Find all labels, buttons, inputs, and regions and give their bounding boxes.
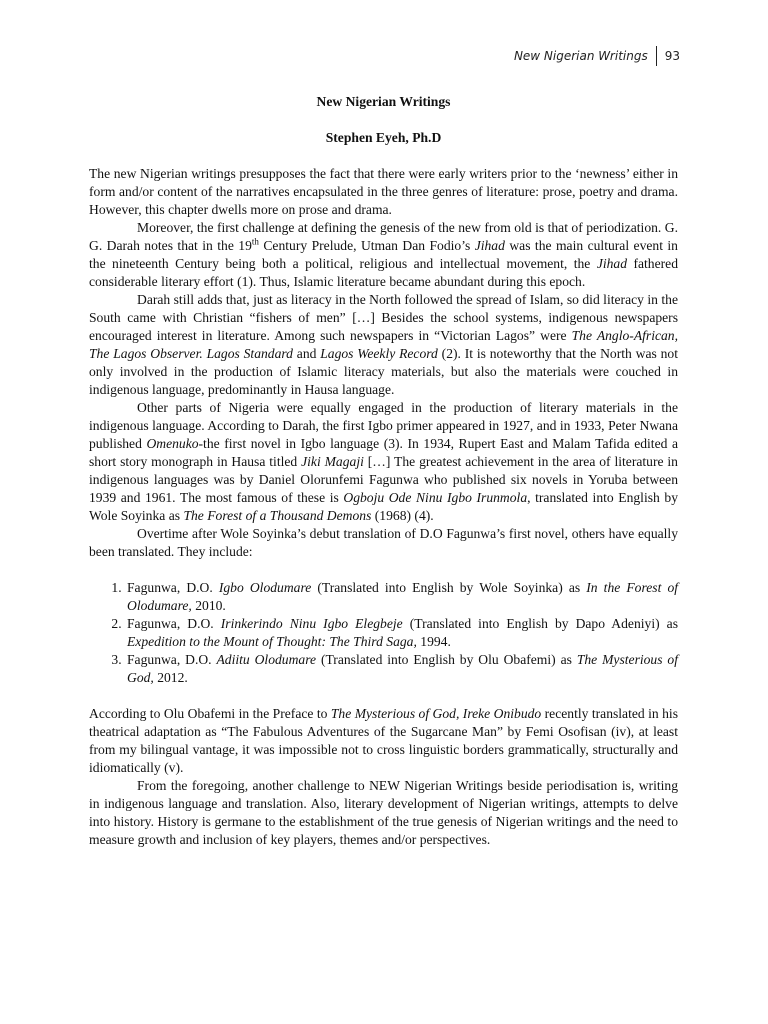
list-item: 2. Fagunwa, D.O. Irinkerindo Ninu Igbo Elegbeje (Translated into English by Dapo Adeniyi) as Expedition to the Mount of Thought: The Third Saga, 1994. <box>125 615 678 651</box>
chapter-author: Stephen Eyeh, Ph.D <box>325 130 442 145</box>
paragraph-4: Other parts of Nigeria were equally engaged in the production of literary materials in the indigenous language. According to Darah, the first Igbo primer appeared in 1927, and in 1933, Peter Nwana published Omenuko-the first novel in Igbo language (3). In 1934, Rupert East and Malam Tafida edited a short story monograph in Hausa titled Jiki Magaji […] The greatest achievement in the area of literature in indigenous languages was by Daniel Olorunfemi Fagunwa who published six novels in Yoruba between 1939 and 1961. The most famous of these is Ogboju Ode Ninu Igbo Irunmola, translated into English by Wole Soyinka as The Forest of a Thousand Demons (1968) (4). <box>89 400 679 523</box>
paragraph-7: From the foregoing, another challenge to NEW Nigerian Writings beside periodisation is, writing in indigenous language and translation. Also, literary development of Nigerian writings, attempts to delve into history. History is germane to the establishment of the true genesis of Nigerian writings and the need to measure growth and inclusion of key players, themes and/or perspectives. <box>89 778 678 847</box>
paragraph-2: Moreover, the first challenge at defining the genesis of the new from old is that of periodization. G. G. Darah notes that in the 19th Century Prelude, Utman Dan Fodio’s Jihad was the main cultural event in the nineteenth Century being both a political, religious and intellectual movement, the Jihad fathered considerable literary effort (1). Thus, Islamic literature became abundant during this epoch. <box>89 220 678 289</box>
list-item: 3. Fagunwa, D.O. Adiitu Olodumare (Translated into English by Olu Obafemi) as The Mysterious of God, 2012. <box>125 651 678 687</box>
paragraph-1: The new Nigerian writings presupposes the fact that there were early writers prior to the ‘newness’ either in form and/or content of the narratives encapsulated in the three genres of literature: prose, poetry and drama. However, this chapter dwells more on prose and drama. <box>89 166 678 217</box>
running-head <box>514 46 680 66</box>
translated-works-list <box>89 579 678 687</box>
paragraph-6: According to Olu Obafemi in the Preface to The Mysterious of God, Ireke Onibudo recently translated in his theatrical adaptation as “The Fabulous Adventures of the Sugarcane Man” by Femi Osofisan (iv), at least from my bilingual vantage, it was impossible not to cross linguistic borders grammatically, structurally and idiomatically (v). <box>89 706 679 775</box>
paragraph-3: Darah still adds that, just as literacy in the North followed the spread of Islam, so did literacy in the South came with Christian “fishers of men” […] Besides the school systems, indigenous newspapers encouraged interest in literature. Among such newspapers in “Victorian Lagos” were The Anglo-African, The Lagos Observer. Lagos Standard and Lagos Weekly Record (2). It is noteworthy that the North was not only involved in the production of Islamic literacy materials, but also the materials were couched in indigenous language, predominantly in Hausa language. <box>89 292 678 397</box>
page-number: 93 <box>664 49 680 63</box>
chapter-title: New Nigerian Writings <box>316 94 451 109</box>
running-head-divider <box>656 46 657 66</box>
list-item: 1. Fagunwa, D.O. Igbo Olodumare (Translated into English by Wole Soyinka) as In the Forest of Olodumare, 2010. <box>125 579 678 615</box>
paragraph-5: Overtime after Wole Soyinka’s debut translation of D.O Fagunwa’s first novel, others have equally been translated. They include: <box>89 526 678 559</box>
chapter-body <box>89 93 678 849</box>
running-head-title: New Nigerian Writings <box>513 49 648 63</box>
